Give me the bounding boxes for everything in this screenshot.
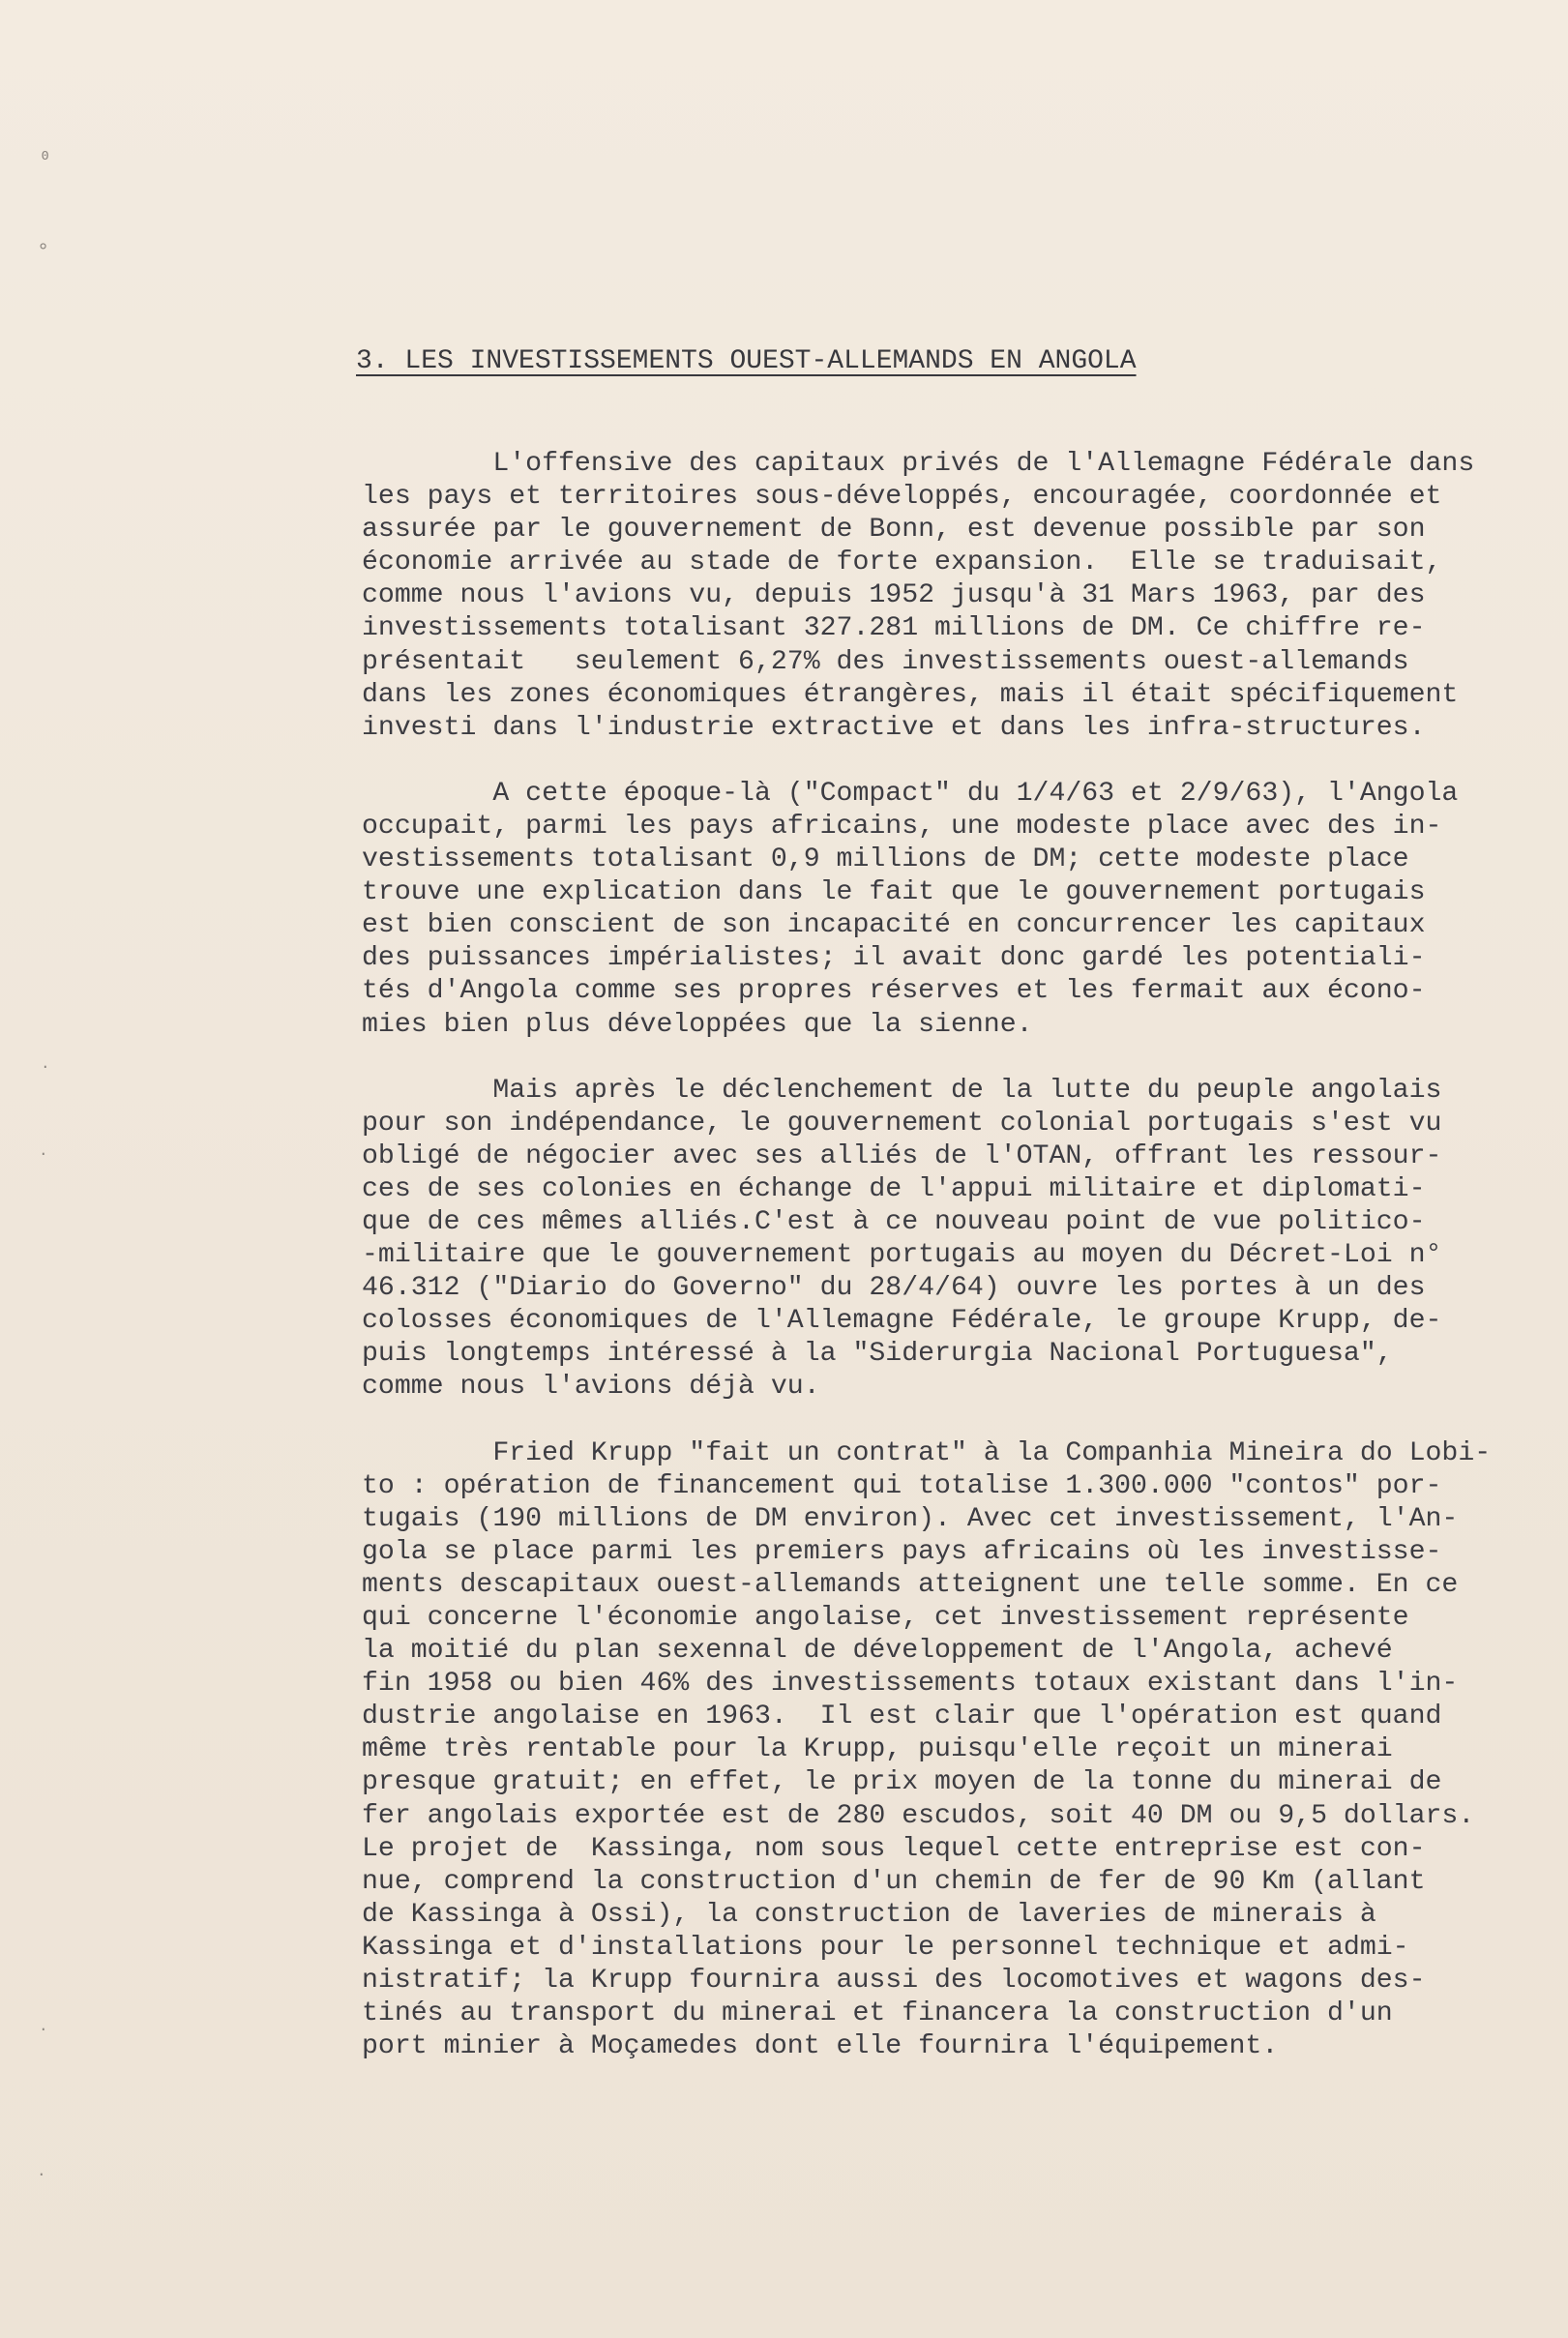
text-line: les pays et territoires sous-développés, encouragée, coordonnée et	[362, 482, 1442, 513]
text-line: que de ces mêmes alliés.C'est à ce nouveau point de vue politico-	[362, 1206, 1426, 1237]
text-line: des puissances impérialistes; il avait donc gardé les potentiali-	[362, 943, 1426, 974]
margin-mark-icon: ·	[41, 1058, 50, 1076]
text-line: ces de ses colonies en échange de l'appui militaire et diplomati-	[362, 1173, 1426, 1204]
text-line: colosses économiques de l'Allemagne Fédérale, le groupe Krupp, de-	[362, 1306, 1442, 1337]
text-line: nue, comprend la construction d'un chemin de fer de 90 Km (allant	[362, 1866, 1426, 1897]
text-line: occupait, parmi les pays africains, une modeste place avec des in-	[362, 811, 1442, 842]
paragraph-2	[362, 778, 1508, 1042]
text-line: même très rentable pour la Krupp, puisqu'elle reçoit un minerai	[362, 1734, 1393, 1765]
text-line: nistratif; la Krupp fournira aussi des locomotives et wagons des-	[362, 1966, 1426, 1997]
margin-mark-icon: °	[37, 240, 50, 264]
text-line: gola se place parmi les premiers pays africains où les investisse-	[362, 1536, 1442, 1567]
text-line: dans les zones économiques étrangères, mais il était spécifiquement	[362, 679, 1459, 710]
paragraph-4	[362, 1437, 1508, 2064]
text-line: puis longtemps intéressé à la "Siderurgia Nacional Portuguesa",	[362, 1339, 1393, 1370]
text-line: pour son indépendance, le gouvernement colonial portugais s'est vu	[362, 1108, 1442, 1139]
margin-mark-icon: ·	[39, 2021, 48, 2038]
text-line: 46.312 ("Diario do Governo" du 28/4/64) ouvre les portes à un des	[362, 1273, 1426, 1304]
text-line: L'offensive des capitaux privés de l'Allemagne Fédérale dans	[362, 449, 1475, 479]
text-line: Fried Krupp "fait un contrat" à la Companhia Mineira do Lobi-	[362, 1437, 1492, 1468]
document-body	[362, 448, 1508, 2096]
text-line: présentait seulement 6,27% des investissements ouest-allemands	[362, 646, 1409, 677]
text-line: investi dans l'industrie extractive et dans les infra-structures.	[362, 712, 1426, 743]
text-line: est bien conscient de son incapacité en concurrencer les capitaux	[362, 910, 1426, 941]
text-line: to : opération de financement qui totalise 1.300.000 "contos" por-	[362, 1470, 1442, 1501]
text-line: tinés au transport du minerai et financera la construction d'un	[362, 1998, 1393, 2029]
text-line: investissements totalisant 327.281 millions de DM. Ce chiffre re-	[362, 613, 1426, 644]
text-line: économie arrivée au stade de forte expansion. Elle se traduisait,	[362, 548, 1442, 578]
text-line: tés d'Angola comme ses propres réserves et les fermait aux écono-	[362, 976, 1426, 1007]
text-line: vestissements totalisant 0,9 millions de DM; cette modeste place	[362, 844, 1409, 875]
paragraph-1	[362, 448, 1508, 745]
text-line: ments descapitaux ouest-allemands atteignent une telle somme. En ce	[362, 1569, 1459, 1600]
text-line: mies bien plus développées que la sienne.	[362, 1009, 1033, 1040]
text-line: comme nous l'avions vu, depuis 1952 jusqu'à 31 Mars 1963, par des	[362, 580, 1426, 611]
text-line: de Kassinga à Ossi), la construction de laveries de minerais à	[362, 1899, 1376, 1930]
text-line: qui concerne l'économie angolaise, cet investissement représente	[362, 1603, 1409, 1633]
text-line: port minier à Moçamedes dont elle fournira l'équipement.	[362, 2031, 1279, 2062]
text-line: obligé de négocier avec ses alliés de l'OTAN, offrant les ressour-	[362, 1140, 1442, 1171]
text-line: fer angolais exportée est de 280 escudos, soit 40 DM ou 9,5 dollars.	[362, 1800, 1475, 1831]
text-line: tugais (190 millions de DM environ). Avec cet investissement, l'An-	[362, 1503, 1459, 1534]
text-line: Le projet de Kassinga, nom sous lequel cette entreprise est con-	[362, 1833, 1426, 1864]
text-line: assurée par le gouvernement de Bonn, est devenue possible par son	[362, 515, 1426, 546]
paragraph-3	[362, 1075, 1508, 1405]
text-line: -militaire que le gouvernement portugais au moyen du Décret-Loi n°	[362, 1240, 1442, 1271]
text-line: fin 1958 ou bien 46% des investissements totaux existant dans l'in-	[362, 1669, 1459, 1700]
text-line: presque gratuit; en effet, le prix moyen de la tonne du minerai de	[362, 1767, 1442, 1798]
text-line: dustrie angolaise en 1963. Il est clair que l'opération est quand	[362, 1702, 1442, 1732]
section-heading: 3. LES INVESTISSEMENTS OUEST-ALLEMANDS EN ANGOLA	[356, 346, 1137, 376]
text-line: trouve une explication dans le fait que le gouvernement portugais	[362, 877, 1426, 908]
margin-mark-icon: ·	[37, 2166, 46, 2183]
text-line: A cette époque-là ("Compact" du 1/4/63 et 2/9/63), l'Angola	[362, 778, 1459, 809]
margin-mark-icon: ⁰	[39, 149, 52, 173]
text-line: comme nous l'avions déjà vu.	[362, 1372, 820, 1403]
text-line: Mais après le déclenchement de la lutte du peuple angolais	[362, 1075, 1442, 1106]
text-line: la moitié du plan sexennal de développement de l'Angola, achevé	[362, 1636, 1393, 1667]
text-line: Kassinga et d'installations pour le personnel technique et admi-	[362, 1932, 1409, 1963]
margin-mark-icon: ·	[39, 1145, 48, 1163]
